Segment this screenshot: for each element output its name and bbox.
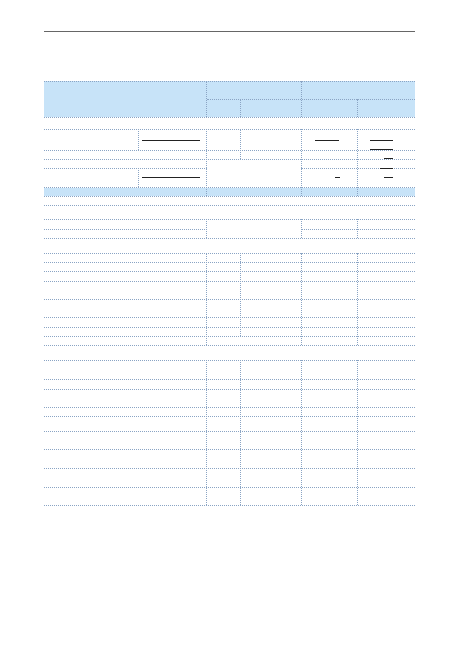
row-line	[44, 505, 415, 506]
col-line	[301, 81, 302, 117]
underline-mark	[315, 140, 339, 141]
row-line	[44, 168, 207, 169]
row-line	[44, 281, 415, 282]
row-line	[44, 187, 415, 188]
row-line	[301, 168, 415, 169]
row-line	[44, 389, 415, 390]
top-rule	[44, 31, 415, 32]
col-line	[357, 360, 358, 505]
row-line	[44, 229, 207, 230]
row-line	[44, 431, 415, 432]
col-line	[206, 360, 207, 505]
row-line	[301, 229, 415, 230]
row-line	[44, 238, 415, 239]
row-line	[44, 150, 415, 151]
row-line	[44, 205, 415, 206]
col-line	[240, 253, 241, 336]
row-line	[44, 271, 415, 272]
col-line	[301, 129, 302, 196]
row-line	[44, 196, 415, 197]
row-line	[44, 299, 415, 300]
row-line	[44, 360, 415, 361]
col-line	[357, 129, 358, 196]
col-line	[357, 253, 358, 345]
col-line	[301, 360, 302, 505]
col-line	[206, 219, 207, 238]
underline-mark	[370, 140, 393, 141]
col-line	[206, 253, 207, 345]
col-line	[240, 99, 241, 117]
col-line	[138, 129, 139, 150]
row-line	[44, 129, 415, 130]
row-line	[44, 159, 415, 160]
underline-mark	[384, 177, 393, 178]
col-line	[357, 99, 358, 117]
section-band	[44, 188, 415, 196]
header-bottom-line	[44, 117, 415, 118]
col-line	[240, 129, 241, 159]
col-line	[301, 219, 302, 238]
row-line	[44, 317, 415, 318]
header-top-line	[44, 81, 415, 82]
underline-mark	[370, 149, 393, 150]
row-line	[44, 345, 415, 346]
underline-mark	[384, 158, 393, 159]
col-line	[206, 81, 207, 117]
underline-mark	[380, 168, 393, 169]
underline-mark	[335, 177, 340, 178]
col-line	[357, 219, 358, 238]
col-line	[138, 168, 139, 187]
row-line	[44, 219, 415, 220]
row-line	[44, 468, 415, 469]
underline-mark	[142, 140, 200, 141]
row-line	[44, 407, 415, 408]
row-line	[44, 262, 415, 263]
col-line	[206, 129, 207, 196]
underline-mark	[142, 177, 200, 178]
header-mid-line	[207, 99, 415, 100]
row-line	[44, 379, 415, 380]
row-line	[44, 487, 415, 488]
row-line	[44, 449, 415, 450]
row-line	[44, 336, 415, 337]
col-line	[301, 253, 302, 345]
row-line	[44, 253, 415, 254]
row-line	[44, 416, 415, 417]
col-line	[240, 360, 241, 505]
row-line	[44, 327, 415, 328]
